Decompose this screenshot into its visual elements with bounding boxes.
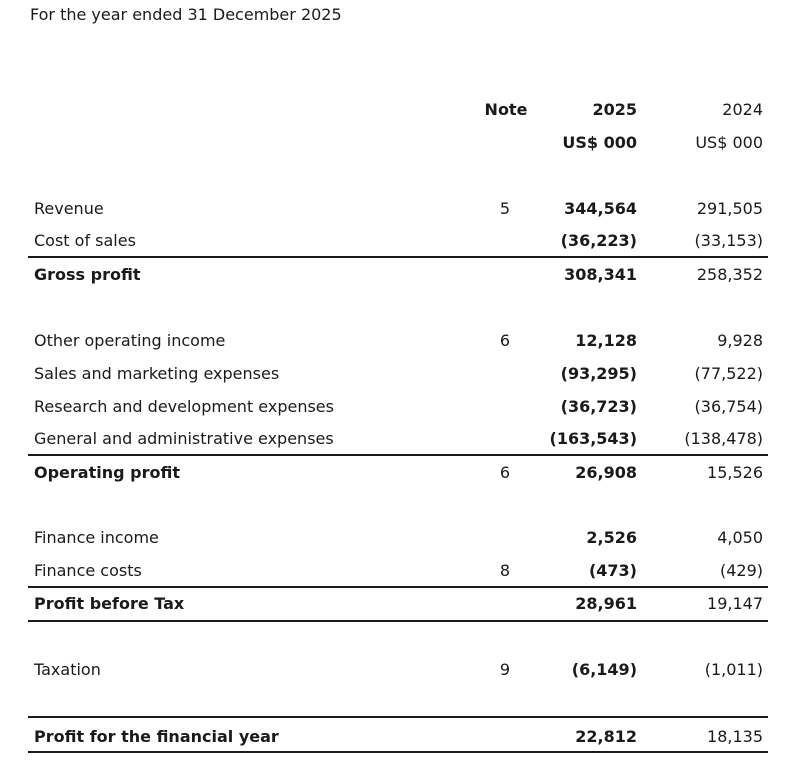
year-prior-header: 2024 (722, 100, 763, 119)
unit-current-header: US$ 000 (562, 133, 637, 152)
row-note: 5 (499, 199, 510, 218)
row-value-current: 28,961 (575, 594, 637, 613)
row-note: 9 (499, 660, 510, 679)
year-current-header: 2025 (592, 100, 637, 119)
row-value-current: 308,341 (564, 265, 637, 284)
total-rule-top (28, 716, 768, 718)
note-column-header: Note (484, 100, 528, 119)
row-value-current: (6,149) (571, 660, 637, 679)
row-value-current: 2,526 (586, 528, 637, 547)
row-label: Research and development expenses (34, 397, 334, 416)
row-label: Finance costs (34, 561, 142, 580)
row-label: Taxation (34, 660, 101, 679)
row-value-current: 12,128 (575, 331, 637, 350)
row-value-prior: 4,050 (717, 528, 763, 547)
row-value-current: 22,812 (575, 727, 637, 746)
row-value-prior: (429) (719, 561, 763, 580)
row-note: 6 (499, 463, 510, 482)
total-rule (28, 620, 768, 622)
row-value-prior: (138,478) (684, 429, 763, 448)
row-label: Finance income (34, 528, 159, 547)
row-note: 6 (499, 331, 510, 350)
row-value-prior: (77,522) (694, 364, 763, 383)
row-value-prior: (36,754) (694, 397, 763, 416)
row-value-current: (93,295) (560, 364, 637, 383)
row-value-prior: 291,505 (696, 199, 763, 218)
row-label: Operating profit (34, 463, 180, 482)
row-value-current: (163,543) (549, 429, 637, 448)
unit-prior-header: US$ 000 (695, 133, 763, 152)
row-value-current: (36,723) (560, 397, 637, 416)
row-value-current: 344,564 (564, 199, 637, 218)
row-value-prior: 15,526 (707, 463, 763, 482)
row-value-current: 26,908 (575, 463, 637, 482)
row-label: General and administrative expenses (34, 429, 334, 448)
row-note: 8 (499, 561, 510, 580)
row-value-prior: 9,928 (717, 331, 763, 350)
row-value-prior: (33,153) (694, 231, 763, 250)
row-value-prior: (1,011) (704, 660, 763, 679)
row-label: Gross profit (34, 265, 141, 284)
total-rule-bottom (28, 751, 768, 753)
row-label: Other operating income (34, 331, 226, 350)
row-value-prior: 258,352 (696, 265, 763, 284)
row-value-current: (36,223) (560, 231, 637, 250)
subtotal-rule (28, 586, 768, 588)
row-value-current: (473) (588, 561, 637, 580)
row-label: Profit for the financial year (34, 727, 279, 746)
row-label: Revenue (34, 199, 104, 218)
row-label: Profit before Tax (34, 594, 185, 613)
row-label: Cost of sales (34, 231, 136, 250)
statement-period: For the year ended 31 December 2025 (30, 5, 342, 24)
subtotal-rule (28, 454, 768, 456)
row-value-prior: 19,147 (707, 594, 763, 613)
row-value-prior: 18,135 (707, 727, 763, 746)
row-label: Sales and marketing expenses (34, 364, 280, 383)
subtotal-rule (28, 256, 768, 258)
